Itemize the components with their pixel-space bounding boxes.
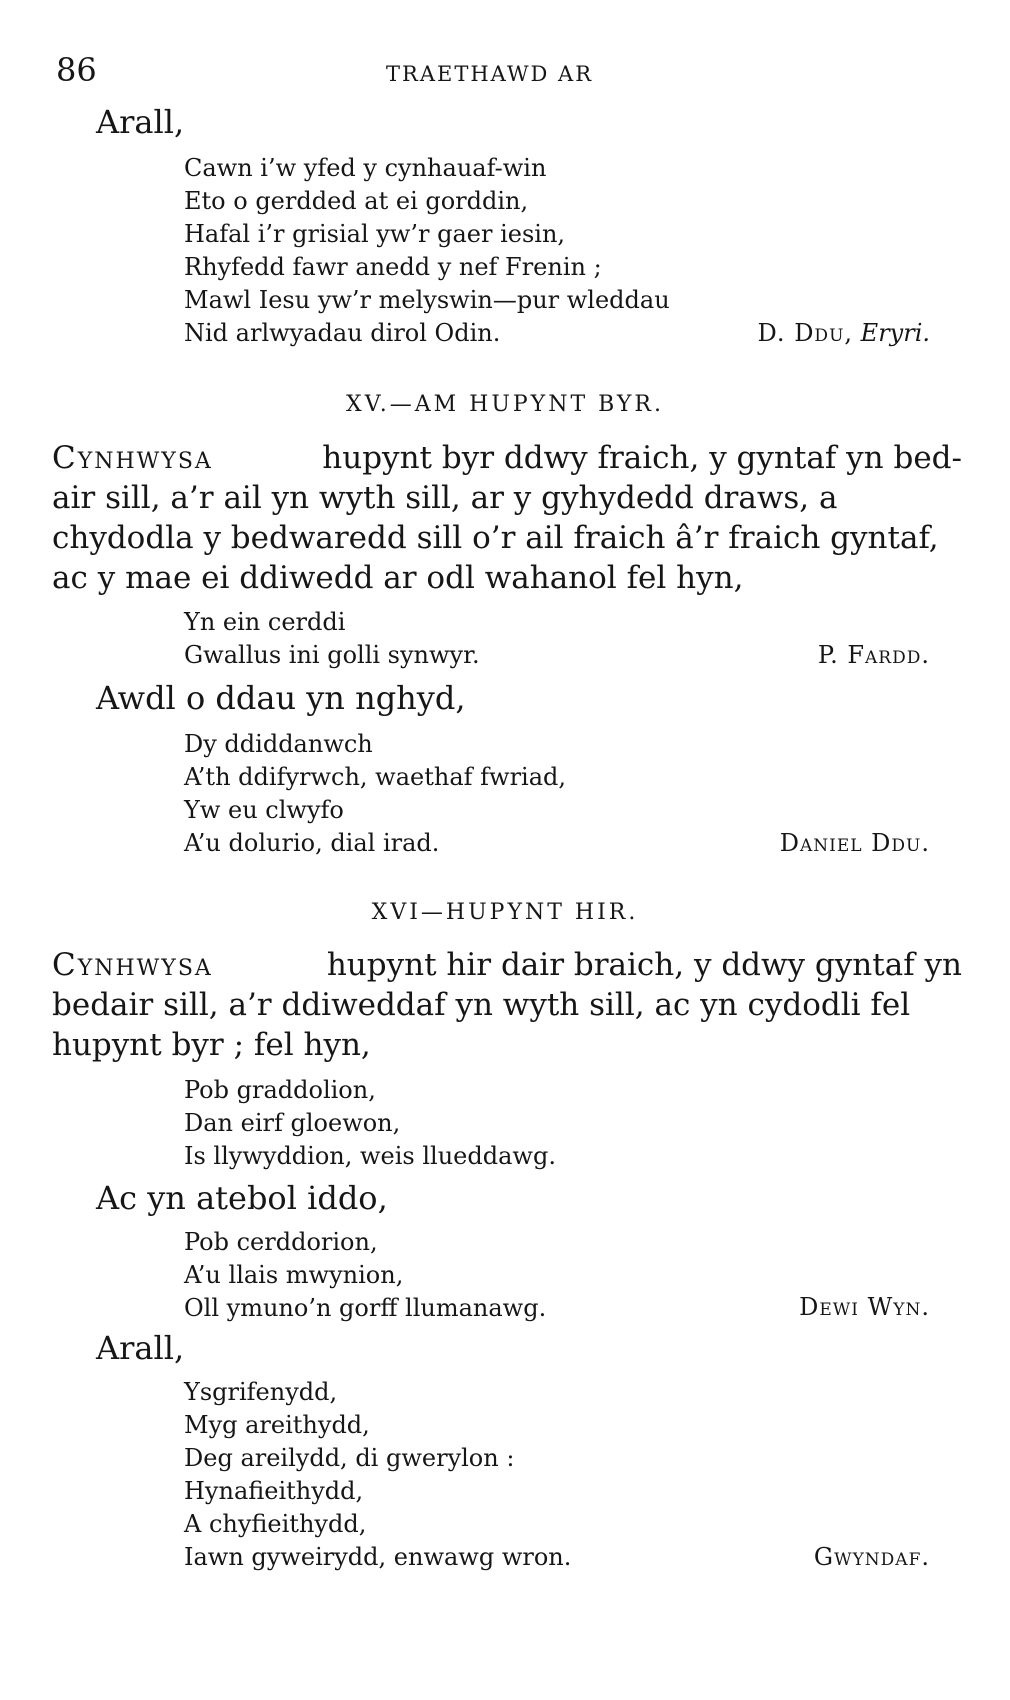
- paragraph-first-word: Cynhwysa: [52, 440, 213, 476]
- attribution-name: Dewi Wyn.: [799, 1293, 930, 1321]
- section-xv-attribution1: [818, 639, 930, 672]
- paragraph-line: bedair sill, a’r ddiweddaf yn wyth sill, ac yn cydodli fel: [52, 987, 911, 1023]
- verse-line: A’th ddifyrwch, waethaf fwriad,: [184, 763, 567, 791]
- verse-line: Dan eirf gloewon,: [184, 1109, 401, 1137]
- verse-line: Pob cerddorion,: [184, 1228, 378, 1256]
- paragraph-line: hupynt byr ; fel hyn,: [52, 1027, 371, 1063]
- verse-line: Yw eu clwyfo: [184, 796, 344, 824]
- verse-line: Gwallus ini golli synwyr.: [184, 641, 480, 669]
- paragraph-line: ac y mae ei ddiwedd ar odl wahanol fel hyn,: [52, 560, 744, 596]
- page-number: 86: [56, 51, 97, 89]
- verse-line: Mawl Iesu yw’r melyswin—pur wleddau: [184, 286, 670, 314]
- running-head: TRAETHAWD AR: [386, 62, 594, 86]
- verse-line: Pob graddolion,: [184, 1076, 376, 1104]
- attribution-name: P. Fardd.: [817, 641, 930, 669]
- attribution-name: D. Ddu,: [757, 319, 854, 347]
- verse-line: A’u llais mwynion,: [184, 1261, 404, 1289]
- paragraph-line: [52, 438, 962, 478]
- verse-line: Oll ymuno’n gorff llumanawg.: [184, 1294, 547, 1322]
- paragraph-first-word: Cynhwysa: [52, 947, 213, 983]
- verse-line: Iawn gyweirydd, enwawg wron.: [184, 1543, 572, 1571]
- attribution-name: Gwyndaf.: [813, 1543, 930, 1571]
- section-heading-xv: XV.—AM HUPYNT BYR.: [346, 392, 664, 417]
- block1-attribution: [758, 317, 930, 350]
- paragraph-line: chydodla y bedwaredd sill o’r ail fraich â’r fraich gyntaf,: [52, 520, 939, 556]
- section-xv-attribution2: [780, 827, 930, 860]
- paragraph-line: air sill, a’r ail yn wyth sill, ar y gyhydedd draws, a: [52, 480, 838, 516]
- verse-line: Myg areithydd,: [184, 1411, 370, 1439]
- section-xv-lead2: Awdl o ddau yn nghyd,: [96, 679, 466, 717]
- section-xvi-attribution2: [799, 1291, 930, 1324]
- verse-line: Nid arlwyadau dirol Odin.: [184, 319, 501, 347]
- verse-line: Deg areilydd, di gwerylon :: [184, 1444, 515, 1472]
- section-xvi-lead2: Ac yn atebol iddo,: [96, 1179, 388, 1217]
- attribution-place: Eryri.: [860, 319, 930, 347]
- paragraph-line-text: hupynt byr ddwy fraich, y gyntaf yn bed-: [322, 440, 962, 476]
- verse-line: Yn ein cerddi: [184, 608, 346, 636]
- section-heading-xvi: XVI—HUPYNT HIR.: [371, 900, 639, 925]
- verse-line: Eto o gerdded at ei gorddin,: [184, 187, 529, 215]
- verse-line: Cawn i’w yfed y cynhauaf-win: [184, 154, 547, 182]
- paragraph-line: [52, 945, 962, 985]
- attribution-name: Daniel Ddu.: [779, 829, 930, 857]
- verse-line: A’u dolurio, dial irad.: [184, 829, 440, 857]
- section-xvi-paragraph: [52, 945, 962, 1065]
- verse-line: Rhyfedd fawr anedd y nef Frenin ;: [184, 253, 602, 281]
- verse-line: Hynafieithydd,: [184, 1477, 364, 1505]
- verse-line: Hafal i’r grisial yw’r gaer iesin,: [184, 220, 566, 248]
- section-xvi-attribution3: [814, 1541, 930, 1574]
- block1-lead: Arall,: [96, 103, 185, 141]
- verse-line: Ysgrifenydd,: [184, 1378, 338, 1406]
- verse-line: A chyfieithydd,: [184, 1510, 367, 1538]
- paragraph-line-text: hupynt hir dair braich, y ddwy gyntaf yn: [326, 947, 962, 983]
- section-xv-paragraph: [52, 438, 962, 598]
- verse-line: Dy ddiddanwch: [184, 730, 373, 758]
- page-header: [56, 52, 956, 92]
- verse-line: Is llywyddion, weis llueddawg.: [184, 1142, 556, 1170]
- section-xvi-verse1: [184, 1074, 944, 1173]
- section-xvi-lead3: Arall,: [96, 1329, 185, 1367]
